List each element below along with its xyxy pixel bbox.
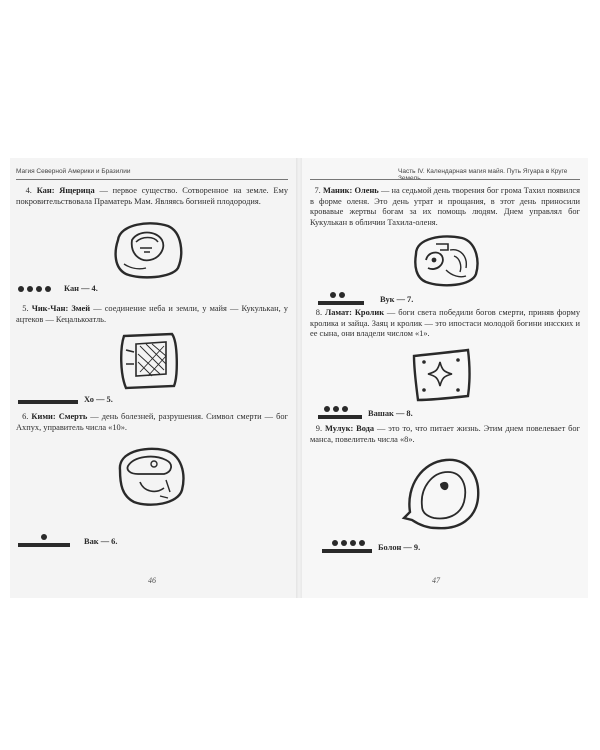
lamat-star-glyph-icon [410, 348, 474, 402]
numeral-label-kan: Кан — 4. [64, 284, 98, 293]
numeral-dot [324, 406, 330, 412]
day-name: Маник [322, 186, 350, 195]
numeral-dot [339, 292, 345, 298]
entry-muluk: 9. Мулук: Вода — это то, что питает жизнь. Этим днем повелевает бог манса, повелитель числа «8». [310, 424, 580, 444]
day-meaning: Вода [356, 424, 375, 433]
numeral-four [18, 286, 54, 292]
day-meaning: Ящерица [59, 186, 95, 195]
folio-left: 46 [148, 576, 156, 585]
left-page [10, 158, 296, 598]
entry-text: — день болезней, разрушения. Символ смерти — бог Ахпух, управитель числа «10». [16, 412, 288, 432]
entry-text: — это то, что питает жизнь. Этим днем повелевает бог манса, повелитель числа «8». [310, 424, 580, 444]
day-meaning: Олень [354, 186, 379, 195]
numeral-nine-dots [332, 540, 368, 546]
entry-kimi: 6. Кими: Смерть — день болезней, разрушения. Символ смерти — бог Ахпух, управитель числа «10». [16, 412, 288, 432]
numeral-dot [359, 540, 365, 546]
entry-number: 8. [315, 308, 323, 317]
numeral-dot [330, 292, 336, 298]
entry-chikchan: 5. Чик-Чан: Змей — соединение неба и земли, у майя — Кукулькан, у ацтеков — Кецалькоатль. [16, 304, 288, 324]
kimi-death-glyph-icon [110, 442, 190, 510]
numeral-dot [45, 286, 51, 292]
numeral-eight-bar [318, 415, 362, 419]
numeral-eight-dots [324, 406, 351, 412]
numeral-five-bar [18, 400, 78, 404]
numeral-dot [342, 406, 348, 412]
day-meaning: Смерть [58, 412, 88, 421]
numeral-seven-bar [318, 301, 364, 305]
entry-text: — боги света победили богов смерти, приняв форму кролика и зайца. Заяц и кролик — это ипостаси молодой богини инсских и ее сына, они владели числом «1». [310, 308, 581, 339]
entry-text: — на седьмой день творения бог грома Тахил появился в форме оленя. Это день утрат и прощания, в этот день приносили кровавые жертвы богам за их помощь людям. Днем управлял бог Кукулькан в обличии Тахила-оленя. [310, 186, 580, 227]
numeral-six-bar [18, 543, 70, 547]
entry-number: 4. [25, 186, 32, 195]
entry-text: — первое существо. Сотворенное на земле. Ему покровительствовала Праматерь Мам. Являясь богиней плодородия. [16, 186, 289, 206]
numeral-dot [18, 286, 24, 292]
folio-right: 47 [432, 576, 440, 585]
numeral-dot [350, 540, 356, 546]
numeral-dot [36, 286, 42, 292]
header-rule-left [16, 179, 288, 180]
day-name: Кан [36, 186, 52, 195]
entry-number: 7. [314, 186, 321, 195]
muluk-water-glyph-icon [400, 454, 484, 534]
numeral-label-chikchan: Хо — 5. [84, 395, 113, 404]
numeral-dot [341, 540, 347, 546]
entry-manik: 7. Маник: Олень — на седьмой день творения бог грома Тахил появился в форме оленя. Это день утрат и прощания, в этот день приносили кровавые жертвы богам за их помощь людям. Днем управлял бог Кукулькан в обличии Тахила-оленя. [310, 186, 580, 227]
numeral-label-lamat: Вашак — 8. [368, 409, 413, 418]
entry-kan: 4. Кан: Ящерица — первое существо. Сотворенное на земле. Ему покровительствовала Праматерь Мам. Являясь богиней плодородия. [16, 186, 289, 206]
running-head-left: Магия Северной Америки и Бразилии [16, 168, 131, 175]
numeral-seven-dots [330, 292, 348, 298]
right-page [302, 158, 588, 598]
numeral-label-kimi: Вак — 6. [84, 537, 118, 546]
header-rule-right [310, 179, 580, 180]
numeral-dot [27, 286, 33, 292]
entry-number: 9. [315, 424, 323, 433]
numeral-nine-bar [322, 549, 372, 553]
day-name: Ламат [324, 308, 350, 317]
numeral-label-manik: Вук — 7. [380, 295, 414, 304]
book-spread [0, 158, 600, 598]
day-name: Чик-Чан [31, 304, 66, 313]
day-meaning: Змей [71, 304, 91, 313]
day-meaning: Кролик [354, 308, 385, 317]
entry-lamat: 8. Ламат: Кролик — боги света победили богов смерти, приняв форму кролика и зайца. Заяц и кролик — это ипостаси молодой богини инсских и ее сына, они владели числом «1». [310, 308, 581, 339]
day-name: Мулук [324, 424, 351, 433]
running-head-right: Часть IV. Календарная магия майя. Путь Ягуара в Круге [398, 168, 568, 175]
entry-number: 5. [22, 304, 29, 313]
numeral-label-muluk: Болон — 9. [378, 543, 421, 552]
numeral-six-dot [41, 534, 47, 540]
entry-number: 6. [22, 412, 29, 421]
day-name: Кими [31, 412, 53, 421]
numeral-dot [41, 534, 47, 540]
manik-deer-glyph-icon [406, 230, 482, 290]
entry-text: — соединение неба и земли, у майя — Кукулькан, у ацтеков — Кецалькоатль. [16, 304, 288, 324]
chikchan-serpent-glyph-icon [116, 330, 182, 392]
kan-lizard-glyph-icon [110, 218, 186, 282]
numeral-dot [333, 406, 339, 412]
numeral-dot [332, 540, 338, 546]
